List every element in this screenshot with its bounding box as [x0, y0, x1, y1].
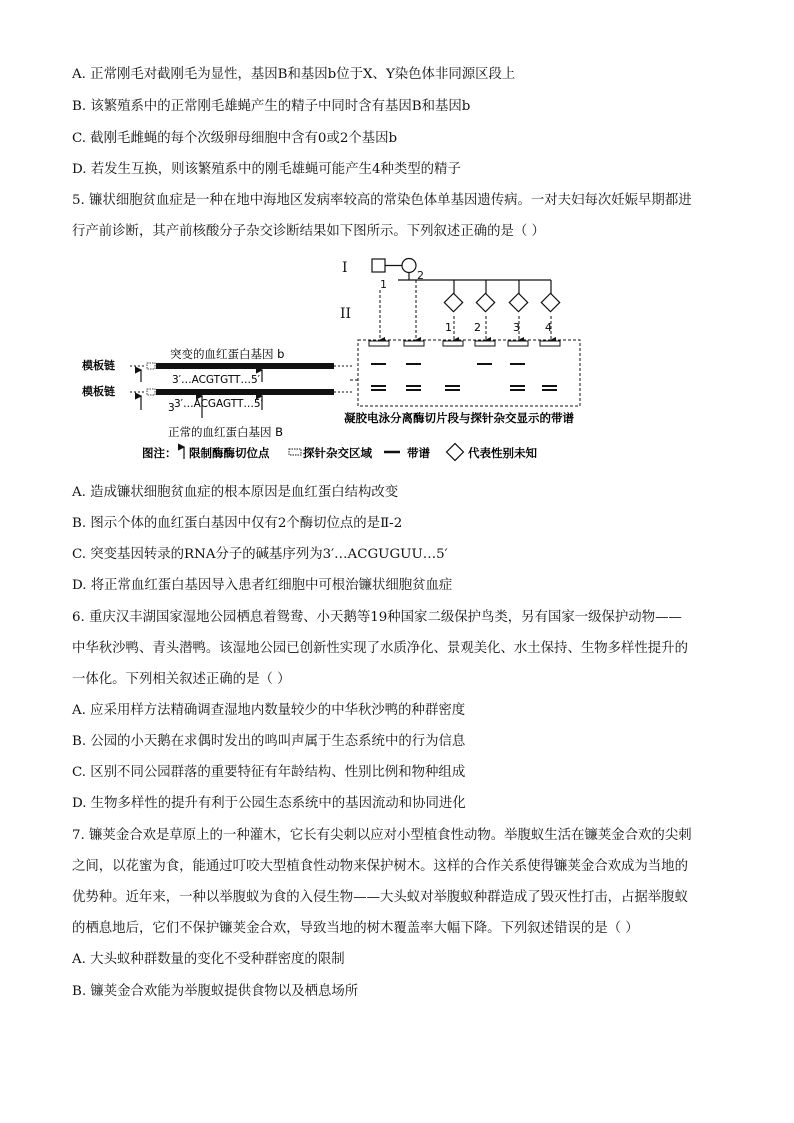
- generation-2-label: II: [340, 306, 352, 322]
- legend-unknown: 代表性别未知: [468, 446, 537, 460]
- q6-option-c: C. 区别不同公园群落的重要特征有年龄结构、性别比例和物种组成: [72, 765, 466, 780]
- legend-diamond-swatch: [447, 444, 464, 461]
- template-label-2: 模板链: [82, 385, 115, 398]
- q7-option-a: A. 大头蚁种群数量的变化不受种群密度的限制: [72, 952, 345, 967]
- ii3-label: 3: [513, 321, 520, 334]
- ii4-label: 4: [545, 321, 552, 334]
- q7-stem-line-2: 之间，以花蜜为食，能通过叮咬大型植食性动物来保护树木。这样的合作关系使得镰荚金合欢成为当地的: [72, 859, 688, 874]
- q7-stem-line-4: 的栖息地后，它们不保护镰荚金合欢，导致当地的树木覆盖率大幅下降。下列叙述错误的是（ ）: [72, 921, 639, 936]
- mutant-sequence: 3′…ACGTGTT…5′: [172, 374, 261, 386]
- q7-option-b: B. 镰荚金合欢能为举腹蚁提供食物以及栖息场所: [72, 984, 359, 999]
- normal-sequence-prefix: 3: [168, 402, 175, 414]
- legend-probe-swatch: [289, 449, 301, 455]
- father-symbol: [372, 259, 385, 272]
- q5-option-d: D. 将正常血红蛋白基因导入患者红细胞中可根治镰状细胞贫血症: [72, 578, 453, 593]
- mother-symbol: [402, 259, 416, 273]
- q6-stem-line-2: 中华秋沙鸭、青头潜鸭。该湿地公园已创新性实现了水质净化、景观美化、水土保持、生物多样性提升的: [72, 641, 688, 656]
- child-3-diamond: [509, 293, 527, 311]
- q6-option-a: A. 应采用样方法精确调查湿地内数量较少的中华秋沙鸭的种群密度: [72, 703, 466, 718]
- gel-box: [358, 340, 580, 406]
- q5-stem-line-1: 5. 镰状细胞贫血症是一种在地中海地区发病率较高的常染色体单基因遗传病。一对夫妇每次妊娠早期都进: [72, 193, 692, 208]
- gel-caption: 凝胶电泳分离酶切片段与探针杂交显示的带谱: [344, 411, 574, 425]
- child-2-diamond: [476, 293, 494, 311]
- normal-gene-label: 正常的血红蛋白基因 B: [168, 425, 284, 439]
- q5-stem-line-2: 行产前诊断，其产前核酸分子杂交诊断结果如下图所示。下列叙述正确的是（ ）: [72, 224, 545, 239]
- legend-probe: 探针杂交区域: [303, 446, 372, 460]
- i2-label: 2: [417, 269, 424, 282]
- i1-label: 1: [380, 278, 387, 291]
- normal-sequence: 3′…ACGAGTT…5′: [174, 398, 263, 410]
- q6-stem-line-3: 一体化。下列相关叙述正确的是（ ）: [72, 672, 291, 687]
- legend-cut-site: 限制酶酶切位点: [189, 446, 270, 460]
- child-4-diamond: [541, 293, 559, 311]
- q4-option-d: D. 若发生互换，则该繁殖系中的刚毛雄蝇可能产生4种类型的精子: [72, 162, 461, 177]
- template-label-1: 模板链: [82, 359, 115, 372]
- q6-option-d: D. 生物多样性的提升有利于公园生态系统中的基因流动和协同进化: [72, 796, 466, 811]
- q5-figure: [72, 252, 722, 472]
- mutant-gene-label: 突变的血红蛋白基因 b: [170, 347, 285, 361]
- q5-option-b: B. 图示个体的血红蛋白基因中仅有2个酶切位点的是Ⅱ-2: [72, 516, 403, 531]
- generation-1-label: I: [342, 260, 348, 276]
- q4-option-b: B. 该繁殖系中的正常刚毛雄蝇产生的精子中同时含有基因B和基因b: [72, 99, 471, 114]
- q6-stem-line-1: 6. 重庆汉丰湖国家湿地公园栖息着鸳鸯、小天鹅等19种国家二级保护鸟类，另有国家一级保护动物——: [72, 610, 682, 625]
- ii2-label: 2: [474, 321, 481, 334]
- q7-stem-line-1: 7. 镰荚金合欢是草原上的一种灌木，它长有尖刺以应对小型植食性动物。举腹蚁生活在镰荚金合欢的尖刺: [72, 828, 692, 843]
- ii1-label: 1: [445, 321, 452, 334]
- q4-option-c: C. 截刚毛雌蝇的每个次级卵母细胞中含有0或2个基因b: [72, 131, 398, 146]
- q4-option-a: A. 正常刚毛对截刚毛为显性，基因B和基因b位于X、Y染色体非同源区段上: [72, 67, 516, 82]
- gel-bands: [371, 364, 557, 390]
- legend-band: 带谱: [407, 446, 430, 460]
- q5-option-a: A. 造成镰状细胞贫血症的根本原因是血红蛋白结构改变: [72, 485, 399, 500]
- q7-stem-line-3: 优势种。近年来，一种以举腹蚁为食的入侵生物——大头蚁对举腹蚁种群造成了毁灭性打击，占据举腹蚁: [72, 890, 688, 905]
- child-1-diamond: [444, 293, 462, 311]
- legend-prefix: 图注：: [142, 446, 177, 460]
- q5-option-c: C. 突变基因转录的RNA分子的碱基序列为3′…ACGUGUU…5′: [72, 547, 448, 562]
- q6-option-b: B. 公园的小天鹅在求偶时发出的鸣叫声属于生态系统中的行为信息: [72, 734, 466, 749]
